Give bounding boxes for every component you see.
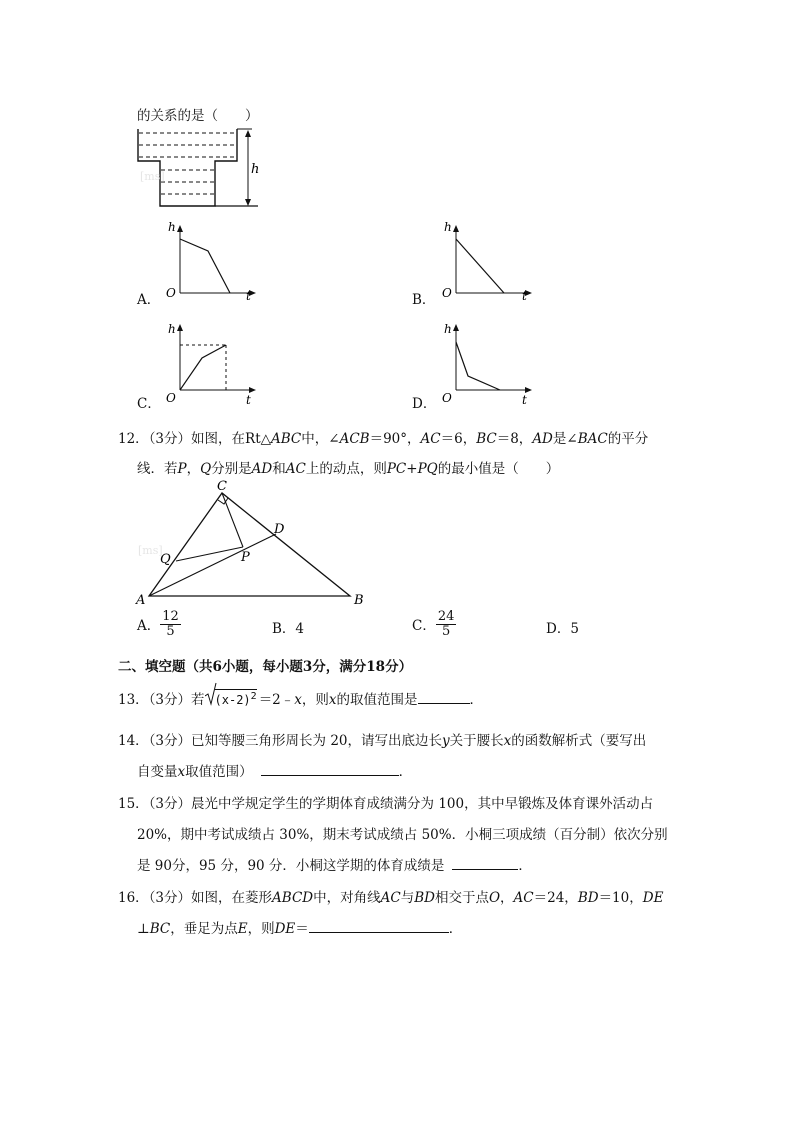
q12-line2: 线．若P，Q分别是AD和AC上的动点，则PC+PQ的最小值是（ ） [137,461,560,477]
q11-option-a-letter[interactable]: A． [137,292,161,308]
q12-option-d[interactable]: D．5 [546,621,579,637]
svg-text:O: O [166,286,176,300]
q15-line3: 是 90分，95 分，90 分．小桐这学期的体育成绩是 ． [137,854,532,874]
graph-d-curve [456,342,500,390]
q11-graph-d[interactable] [436,320,536,406]
svg-text:P: P [241,550,250,565]
q16-line1: 16．（3分）如图，在菱形ABCD中，对角线AC与BD相交于点O，AC＝24，BD＝10，DE [118,890,664,906]
graph-b-curve [456,239,504,293]
segment-pq [176,547,243,561]
q15-answer-blank[interactable] [452,855,518,870]
arrow-head-down [245,199,251,206]
water-levels [139,133,236,194]
q12-option-c[interactable]: C． $\frac{24}{5}$ [412,609,455,639]
graph-a-curve [180,239,230,293]
q12-line1: 12．（3分）如图，在Rt△ABC中，∠ACB＝90°，AC＝6，BC＝8，AD是∠BAC的平分 [118,431,649,447]
svg-text:B: B [354,593,364,608]
arrow-head-up [245,130,251,137]
q16-answer-blank[interactable] [309,918,449,933]
q13-line: 13．（3分）若 $(x-2)^2$ ＝2﹣x，则x的取值范围是 ． [118,688,483,708]
svg-text:C: C [217,479,227,494]
graph-c-curve [180,345,226,390]
q11-graph-a[interactable] [160,217,260,303]
sqrt-sign-icon [205,682,217,706]
q11-graph-c[interactable] [160,320,260,406]
faint-watermark: [ms] [140,170,165,183]
container-outline [138,129,237,206]
q14-answer-blank[interactable] [261,761,399,776]
triangle-abc [149,493,350,596]
q11-option-c-letter[interactable]: C． [137,396,161,412]
svg-text:h: h [444,220,452,234]
svg-text:Q: Q [160,552,171,567]
svg-text:t: t [246,393,251,406]
diagram-h-label: h [251,162,260,177]
svg-text:D: D [274,522,285,537]
q14-line2: 自变量x取值范围） ． [137,760,412,780]
svg-text:h: h [168,220,176,234]
q15-line1: 15．（3分）晨光中学规定学生的学期体育成绩满分为 100，其中早锻炼及体育课外活动占 [118,796,654,812]
q12-option-a[interactable]: A． $\frac{12}{5}$ [137,609,179,639]
q11-option-d-letter[interactable]: D． [412,396,437,412]
section-2-title: 二、填空题（共6小题，每小题3分，满分18分） [118,659,413,675]
q13-answer-blank[interactable] [418,689,470,704]
q14-line1: 14．（3分）已知等腰三角形周长为 20，请写出底边长y关于腰长x的函数解析式（要写出 [118,733,647,749]
q11-graph-b[interactable] [436,217,536,303]
svg-text:h: h [444,322,452,336]
sqrt-expression: $(x-2)^2$ [205,689,257,708]
q12-triangle-diagram [132,478,377,608]
svg-text:t: t [522,289,527,303]
q11-tail: 的关系的是（ ） [137,108,259,124]
q11-container-diagram [130,124,265,214]
q15-line2: 20%，期中考试成绩占 30%，期末考试成绩占 50%．小桐三项成绩（百分制）依次分别 [137,827,668,843]
svg-text:O: O [442,286,452,300]
svg-text:t: t [522,393,527,406]
q16-line2: ⊥BC，垂足为点E，则DE＝ ． [137,917,462,937]
svg-text:h: h [168,322,176,336]
q12-option-b[interactable]: B．4 [272,621,305,637]
faint-watermark-2: [ms] [138,544,163,557]
q11-option-b-letter[interactable]: B． [412,292,436,308]
svg-text:t: t [246,289,251,303]
svg-text:O: O [442,391,452,405]
svg-text:O: O [166,391,176,405]
svg-text:A: A [136,593,146,608]
